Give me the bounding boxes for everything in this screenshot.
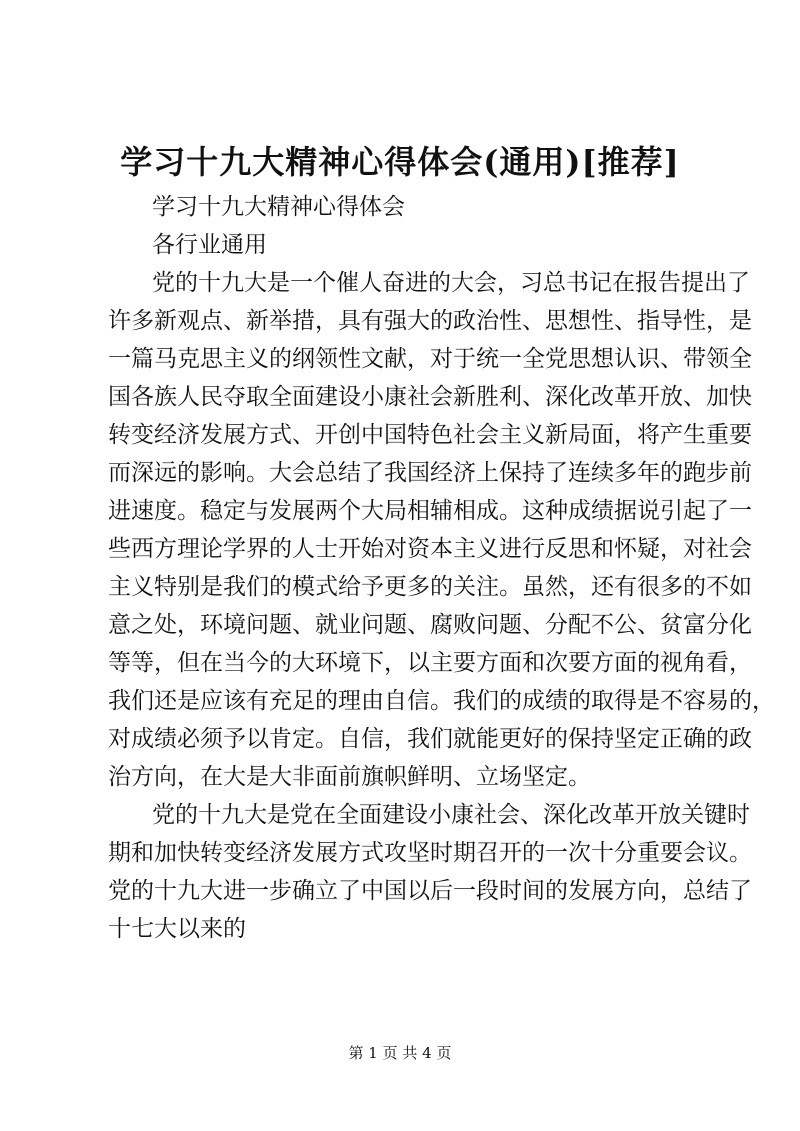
paragraph-line: 些西方理论学界的人士开始对资本主义进行反思和怀疑，对社会 (108, 536, 752, 562)
paragraph-line: 主义特别是我们的模式给予更多的关注。虽然，还有很多的不如 (108, 574, 752, 600)
subtitle-line: 学习十九大精神心得体会 (152, 194, 405, 220)
paragraph-line: 一篇马克思主义的纲领性文献，对于统一全党思想认识、带领全 (108, 346, 752, 372)
paragraph-line: 治方向，在大是大非面前旗帜鲜明、立场坚定。 (108, 764, 591, 790)
paragraph-line: 党的十九大是一个催人奋进的大会，习总书记在报告提出了 (152, 270, 750, 296)
category-line: 各行业通用 (152, 232, 267, 258)
paragraph-line: 转变经济发展方式、开创中国特色社会主义新局面，将产生重要 (108, 422, 752, 448)
paragraph-2 (108, 796, 752, 948)
paragraph-line: 期和加快转变经济发展方式攻坚时期召开的一次十分重要会议。 (108, 840, 752, 866)
paragraph-line: 十七大以来的 (108, 916, 246, 942)
paragraph-line: 意之处，环境问题、就业问题、腐败问题、分配不公、贫富分化 (108, 612, 752, 638)
page-number-footer: 第 1 页 共 4 页 (348, 1044, 452, 1062)
paragraph-line: 党的十九大进一步确立了中国以后一段时间的发展方向，总结了 (108, 878, 752, 904)
paragraph-line: 许多新观点、新举措，具有强大的政治性、思想性、指导性，是 (108, 308, 752, 334)
paragraph-line: 而深远的影响。大会总结了我国经济上保持了连续多年的跑步前 (108, 460, 752, 486)
paragraph-line: 对成绩必须予以肯定。自信，我们就能更好的保持坚定正确的政 (108, 726, 752, 752)
document-body (108, 188, 775, 948)
paragraph-line: 等等，但在当今的大环境下，以主要方面和次要方面的视角看， (108, 650, 752, 676)
paragraph-line: 党的十九大是党在全面建设小康社会、深化改革开放关键时 (152, 802, 750, 828)
paragraph-line: 进速度。稳定与发展两个大局相辅相成。这种成绩据说引起了一 (108, 498, 752, 524)
document-title: 学习十九大精神心得体会(通用)[推荐] (120, 143, 680, 181)
paragraph-line: 我们还是应该有充足的理由自信。我们的成绩的取得是不容易的， (108, 688, 775, 714)
paragraph-line: 国各族人民夺取全面建设小康社会新胜利、深化改革开放、加快 (108, 384, 752, 410)
paragraph-1 (108, 264, 775, 796)
